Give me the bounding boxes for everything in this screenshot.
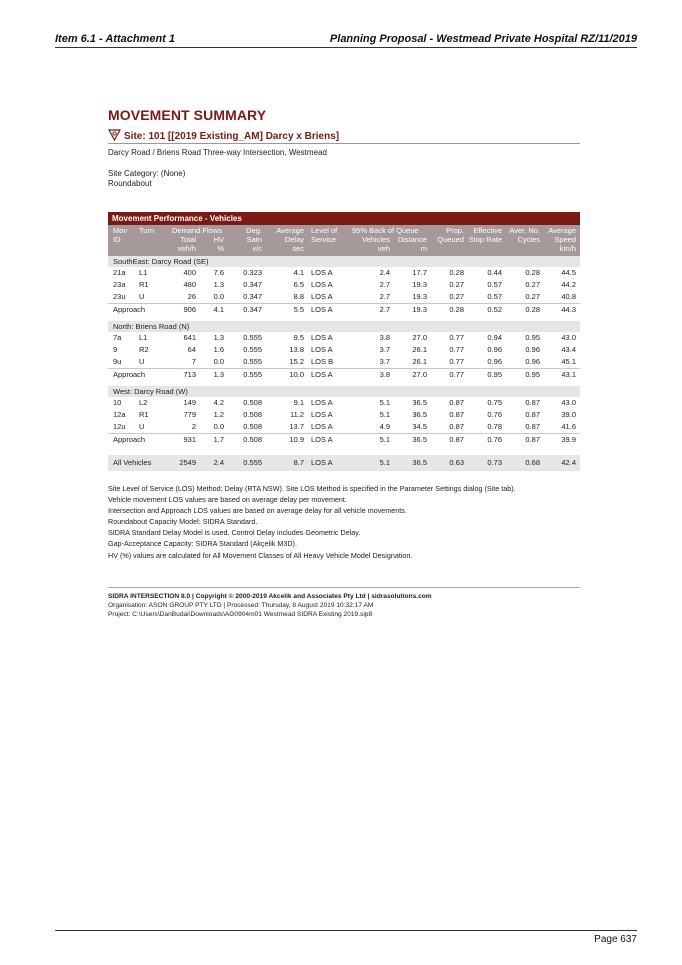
cell-los: LOS A xyxy=(311,268,333,277)
cell-mov-id: 9 xyxy=(113,345,118,354)
site-heading xyxy=(108,129,339,142)
cell-queue-vehicles: 5.1 xyxy=(379,410,390,419)
table-body xyxy=(108,256,580,471)
cell-cycles: 0.68 xyxy=(525,458,540,467)
cell-hv: 0.0 xyxy=(213,357,224,366)
cell-queue-vehicles: 3.7 xyxy=(379,345,390,354)
cell-speed: 39.9 xyxy=(561,435,576,444)
cell-los: LOS A xyxy=(311,398,333,407)
cell-delay: 9.1 xyxy=(293,398,304,407)
cell-hv: 4.1 xyxy=(213,305,224,314)
table-row xyxy=(108,267,580,279)
footer-copyright: SIDRA INTERSECTION 8.0 | Copyright © 2000-2019 Akcelik and Associates Pty Ltd | sidrasolutions.com xyxy=(108,593,432,600)
cell-hv: 7.6 xyxy=(213,268,224,277)
cell-total-flow: 64 xyxy=(187,345,196,354)
cell-prop-queued: 0.77 xyxy=(449,333,464,342)
site-label: Site: 101 [[2019 Existing_AM] Darcy x Briens] xyxy=(124,131,340,142)
table-row xyxy=(108,291,580,303)
cell-hv: 1.3 xyxy=(213,370,224,379)
cell-stop-rate: 0.76 xyxy=(487,410,502,419)
cell-queue-vehicles: 2.7 xyxy=(379,280,390,289)
cell-queue-vehicles: 3.7 xyxy=(379,357,390,366)
cell-queue-vehicles: 5.1 xyxy=(379,458,390,467)
footer-project: Project: C:\Users\DanBudai\Downloads\AG0904m01 Westmead SIDRA Existing 2019.sip8 xyxy=(108,611,373,618)
cell-queue-distance: 36.5 xyxy=(412,410,427,419)
cell-mov-id: Approach xyxy=(113,305,146,314)
cell-delay: 11.2 xyxy=(289,410,304,419)
category-text: Site Category: (None) xyxy=(108,169,186,178)
col-hv: HV % xyxy=(213,235,224,253)
col-back-of-queue: 95% Back of Queue xyxy=(352,226,419,235)
cell-stop-rate: 0.96 xyxy=(487,357,502,366)
col-total: Total veh/h xyxy=(177,235,196,253)
cell-mov-id: 12a xyxy=(113,410,126,419)
cell-los: LOS A xyxy=(311,345,333,354)
cell-total-flow: 906 xyxy=(183,305,196,314)
cell-delay: 13.8 xyxy=(289,345,304,354)
cell-prop-queued: 0.77 xyxy=(449,345,464,354)
cell-hv: 0.0 xyxy=(213,292,224,301)
page-number: Page 637 xyxy=(594,934,637,945)
cell-cycles: 0.27 xyxy=(525,292,540,301)
cell-queue-vehicles: 5.1 xyxy=(379,398,390,407)
site-category xyxy=(108,169,185,189)
col-aver-cycles: Aver. No. Cycles xyxy=(509,226,540,244)
report-notes xyxy=(108,483,516,561)
cell-cycles: 0.28 xyxy=(525,268,540,277)
section-title: North: Briens Road (N) xyxy=(113,322,190,331)
cell-total-flow: 641 xyxy=(183,333,196,342)
report-title: MOVEMENT SUMMARY xyxy=(108,107,267,123)
cell-deg-satn: 0.555 xyxy=(243,458,262,467)
cell-mov-id: Approach xyxy=(113,370,146,379)
cell-deg-satn: 0.347 xyxy=(243,292,262,301)
cell-hv: 1.7 xyxy=(213,435,224,444)
cell-mov-id: Approach xyxy=(113,435,146,444)
cell-turn: R2 xyxy=(139,345,149,354)
note-line: Site Level of Service (LOS) Method: Delay (RTA NSW). Site LOS Method is specified in the Parameter Settings dialog (Site tab). xyxy=(108,484,516,493)
cell-speed: 43.0 xyxy=(561,333,576,342)
cell-queue-vehicles: 2.4 xyxy=(379,268,390,277)
approach-row xyxy=(108,303,580,316)
cell-cycles: 0.87 xyxy=(525,422,540,431)
cell-hv: 1.3 xyxy=(213,280,224,289)
footer-divider xyxy=(108,587,580,588)
cell-delay: 9.5 xyxy=(293,333,304,342)
cell-prop-queued: 0.63 xyxy=(449,458,464,467)
col-turn: Turn xyxy=(139,226,155,235)
cell-queue-vehicles: 5.1 xyxy=(379,435,390,444)
cell-deg-satn: 0.508 xyxy=(243,422,262,431)
table-row xyxy=(108,332,580,344)
cell-delay: 10.9 xyxy=(289,435,304,444)
cell-turn: L1 xyxy=(139,268,148,277)
cell-mov-id: 10 xyxy=(113,398,122,407)
cell-delay: 13.7 xyxy=(289,422,304,431)
cell-stop-rate: 0.57 xyxy=(487,292,502,301)
cell-turn: R1 xyxy=(139,410,149,419)
cell-prop-queued: 0.87 xyxy=(449,398,464,407)
cell-cycles: 0.27 xyxy=(525,280,540,289)
cell-queue-distance: 19.3 xyxy=(412,292,427,301)
cell-delay: 6.5 xyxy=(293,280,304,289)
cell-cycles: 0.87 xyxy=(525,410,540,419)
cell-deg-satn: 0.508 xyxy=(243,410,262,419)
control-type: Roundabout xyxy=(108,179,152,188)
cell-queue-distance: 19.3 xyxy=(412,280,427,289)
cell-speed: 39.0 xyxy=(561,410,576,419)
cell-los: LOS A xyxy=(311,292,333,301)
cell-stop-rate: 0.75 xyxy=(487,398,502,407)
table-row xyxy=(108,344,580,356)
cell-queue-distance: 26.1 xyxy=(412,357,427,366)
cell-total-flow: 2549 xyxy=(179,458,196,467)
cell-cycles: 0.96 xyxy=(525,357,540,366)
col-distance: Distance m xyxy=(397,235,427,253)
cell-hv: 2.4 xyxy=(213,458,224,467)
cell-prop-queued: 0.27 xyxy=(449,292,464,301)
note-line: Vehicle movement LOS values are based on average delay per movement. xyxy=(108,495,347,505)
cell-speed: 44.3 xyxy=(561,305,576,314)
cell-stop-rate: 0.76 xyxy=(487,435,502,444)
cell-prop-queued: 0.28 xyxy=(449,305,464,314)
cell-prop-queued: 0.87 xyxy=(449,410,464,419)
cell-queue-distance: 26.1 xyxy=(412,345,427,354)
cell-cycles: 0.95 xyxy=(525,370,540,379)
cell-delay: 15.2 xyxy=(289,357,304,366)
cell-deg-satn: 0.555 xyxy=(243,357,262,366)
cell-deg-satn: 0.555 xyxy=(243,333,262,342)
cell-delay: 10.0 xyxy=(289,370,304,379)
cell-delay: 8.8 xyxy=(293,292,304,301)
cell-deg-satn: 0.555 xyxy=(243,370,262,379)
cell-speed: 43.0 xyxy=(561,398,576,407)
cell-stop-rate: 0.95 xyxy=(487,370,502,379)
cell-stop-rate: 0.44 xyxy=(487,268,502,277)
cell-mov-id: All Vehicles xyxy=(113,458,152,467)
cell-prop-queued: 0.77 xyxy=(449,370,464,379)
section-header xyxy=(108,386,580,397)
cell-turn: U xyxy=(139,292,145,301)
cell-queue-distance: 19.3 xyxy=(412,305,427,314)
table-row xyxy=(108,279,580,291)
cell-prop-queued: 0.87 xyxy=(449,422,464,431)
cell-stop-rate: 0.73 xyxy=(487,458,502,467)
approach-row xyxy=(108,368,580,381)
cell-stop-rate: 0.52 xyxy=(487,305,502,314)
col-mov: Mov ID xyxy=(113,226,128,244)
col-level-of-service: Level of Service xyxy=(311,226,338,244)
cell-queue-distance: 27.0 xyxy=(412,333,427,342)
cell-deg-satn: 0.508 xyxy=(243,398,262,407)
note-line: Roundabout Capacity Model: SIDRA Standard. xyxy=(108,517,258,527)
cell-total-flow: 7 xyxy=(191,357,196,366)
cell-los: LOS A xyxy=(311,305,333,314)
table-row xyxy=(108,409,580,421)
cell-queue-distance: 34.5 xyxy=(412,422,427,431)
note-line: HV (%) values are calculated for All Movement Classes of All Heavy Vehicle Model Designation. xyxy=(108,550,413,560)
cell-stop-rate: 0.78 xyxy=(487,422,502,431)
cell-hv: 0.0 xyxy=(213,422,224,431)
cell-mov-id: 12u xyxy=(113,422,126,431)
footer-organisation: Organisation: ASON GROUP PTY LTD | Processed: Thursday, 8 August 2019 10:32:17 AM xyxy=(108,602,374,609)
cell-delay: 4.1 xyxy=(293,268,304,277)
cell-total-flow: 480 xyxy=(183,280,196,289)
section-title: West: Darcy Road (W) xyxy=(113,387,188,396)
cell-total-flow: 26 xyxy=(187,292,196,301)
cell-mov-id: 7a xyxy=(113,333,122,342)
header-right: Planning Proposal - Westmead Private Hospital RZ/11/2019 xyxy=(329,33,637,45)
cell-los: LOS A xyxy=(311,333,333,342)
cell-hv: 1.3 xyxy=(213,333,224,342)
table-row xyxy=(108,421,580,433)
cell-deg-satn: 0.347 xyxy=(243,305,262,314)
site-divider xyxy=(108,143,580,144)
cell-speed: 42.4 xyxy=(561,458,576,467)
cell-deg-satn: 0.323 xyxy=(243,268,262,277)
cell-los: LOS A xyxy=(311,370,333,379)
cell-queue-distance: 36.5 xyxy=(412,435,427,444)
cell-turn: U xyxy=(139,357,145,366)
cell-stop-rate: 0.96 xyxy=(487,345,502,354)
cell-turn: L1 xyxy=(139,333,148,342)
header-left: Item 6.1 - Attachment 1 xyxy=(55,33,176,45)
header-divider xyxy=(55,47,637,48)
cell-los: LOS A xyxy=(311,435,333,444)
cell-mov-id: 21a xyxy=(113,268,126,277)
section-header xyxy=(108,321,580,332)
col-average-delay: Average Delay sec xyxy=(276,226,304,253)
cell-delay: 8.7 xyxy=(293,458,304,467)
note-line: Intersection and Approach LOS values are based on average delay for all vehicle movements. xyxy=(108,506,407,516)
note-line: Gap-Acceptance Capacity: SIDRA Standard (Akçelik M3D). xyxy=(108,539,297,549)
movement-performance-table xyxy=(108,212,580,471)
section-gap xyxy=(108,446,580,451)
cell-speed: 41.6 xyxy=(561,422,576,431)
cell-queue-vehicles: 3.8 xyxy=(379,370,390,379)
site-description: Darcy Road / Briens Road Three-way Intersection, Westmead xyxy=(108,148,327,157)
roundabout-warning-icon xyxy=(108,129,121,141)
cell-speed: 43.1 xyxy=(561,370,576,379)
cell-cycles: 0.87 xyxy=(525,435,540,444)
cell-stop-rate: 0.57 xyxy=(487,280,502,289)
cell-deg-satn: 0.508 xyxy=(243,435,262,444)
table-row xyxy=(108,356,580,368)
col-deg-satn: Deg. Satn v/c xyxy=(246,226,262,253)
cell-prop-queued: 0.27 xyxy=(449,280,464,289)
cell-speed: 45.1 xyxy=(561,357,576,366)
cell-total-flow: 713 xyxy=(183,370,196,379)
table-row xyxy=(108,397,580,409)
cell-total-flow: 2 xyxy=(191,422,196,431)
cell-speed: 43.4 xyxy=(561,345,576,354)
cell-deg-satn: 0.555 xyxy=(243,345,262,354)
cell-cycles: 0.87 xyxy=(525,398,540,407)
cell-hv: 1.2 xyxy=(213,410,224,419)
cell-hv: 1.6 xyxy=(213,345,224,354)
cell-speed: 44.2 xyxy=(561,280,576,289)
cell-queue-vehicles: 2.7 xyxy=(379,292,390,301)
cell-total-flow: 931 xyxy=(183,435,196,444)
table-band-title: Movement Performance - Vehicles xyxy=(108,212,580,225)
cell-deg-satn: 0.347 xyxy=(243,280,262,289)
note-line: SIDRA Standard Delay Model is used. Control Delay includes Geometric Delay. xyxy=(108,528,361,538)
cell-mov-id: 23u xyxy=(113,292,126,301)
cell-cycles: 0.28 xyxy=(525,305,540,314)
page-footer-divider xyxy=(55,930,637,931)
cell-turn: R1 xyxy=(139,280,149,289)
cell-prop-queued: 0.28 xyxy=(449,268,464,277)
col-vehicles: Vehicles veh xyxy=(362,235,390,253)
all-vehicles-row xyxy=(108,455,580,471)
approach-row xyxy=(108,433,580,446)
cell-delay: 5.5 xyxy=(293,305,304,314)
cell-speed: 40.8 xyxy=(561,292,576,301)
cell-queue-vehicles: 2.7 xyxy=(379,305,390,314)
col-effective-stop-rate: Effective Stop Rate xyxy=(468,226,502,244)
cell-mov-id: 23a xyxy=(113,280,126,289)
cell-prop-queued: 0.87 xyxy=(449,435,464,444)
cell-speed: 44.5 xyxy=(561,268,576,277)
cell-cycles: 0.95 xyxy=(525,333,540,342)
cell-los: LOS A xyxy=(311,410,333,419)
cell-total-flow: 779 xyxy=(183,410,196,419)
cell-prop-queued: 0.77 xyxy=(449,357,464,366)
section-header xyxy=(108,256,580,267)
col-prop-queued: Prop. Queued xyxy=(437,226,464,244)
section-title: SouthEast: Darcy Road (SE) xyxy=(113,257,209,266)
cell-total-flow: 149 xyxy=(183,398,196,407)
cell-queue-vehicles: 4.9 xyxy=(379,422,390,431)
col-demand-flows: Demand Flows xyxy=(172,226,223,235)
cell-cycles: 0.96 xyxy=(525,345,540,354)
cell-queue-distance: 17.7 xyxy=(412,268,427,277)
table-header xyxy=(108,225,580,256)
cell-queue-distance: 36.5 xyxy=(412,398,427,407)
cell-turn: L2 xyxy=(139,398,148,407)
cell-los: LOS A xyxy=(311,280,333,289)
cell-los: LOS B xyxy=(311,357,334,366)
cell-total-flow: 400 xyxy=(183,268,196,277)
cell-turn: U xyxy=(139,422,145,431)
col-average-speed: Average Speed km/h xyxy=(548,226,576,253)
cell-los: LOS A xyxy=(311,422,333,431)
cell-queue-distance: 36.5 xyxy=(412,458,427,467)
cell-queue-distance: 27.0 xyxy=(412,370,427,379)
cell-hv: 4.2 xyxy=(213,398,224,407)
cell-stop-rate: 0.94 xyxy=(487,333,502,342)
cell-mov-id: 9u xyxy=(113,357,122,366)
cell-queue-vehicles: 3.8 xyxy=(379,333,390,342)
cell-los: LOS A xyxy=(311,458,333,467)
report-footer xyxy=(108,592,432,619)
